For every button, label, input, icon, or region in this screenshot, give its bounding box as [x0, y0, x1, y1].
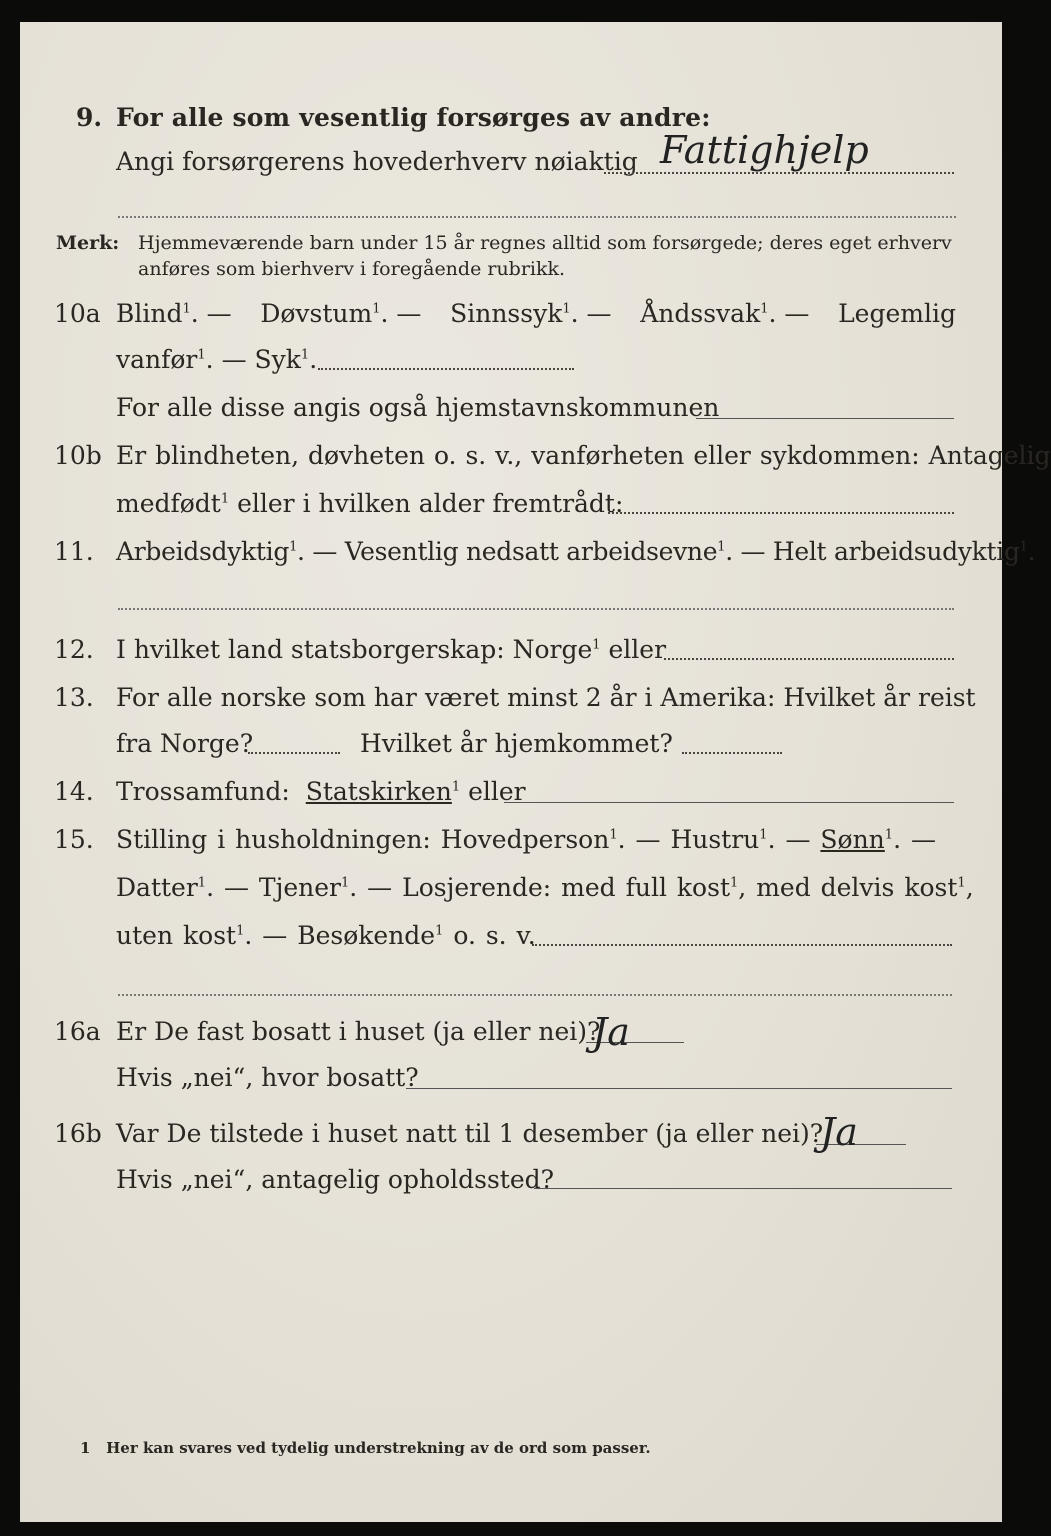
q10a-item-legemlig: Legemlig — [838, 299, 956, 328]
merk-label: Merk: — [56, 232, 120, 254]
q16b-answer-handwritten: Ja — [820, 1110, 858, 1154]
q16b-line1: Var De tilstede i huset natt til 1 desember (ja eller nei)? — [116, 1119, 824, 1148]
q10a-number: 10a — [54, 299, 101, 328]
q10a-item-sinnssyk: Sinnssyk$^1$. — — [450, 299, 612, 328]
q15-line3: uten kost$^1$. — Besøkende$^1$ o. s. v. — [116, 921, 536, 950]
q11-answer-line — [118, 608, 954, 610]
q16a-number: 16a — [54, 1017, 101, 1046]
q9-answer-line — [604, 172, 954, 174]
q12-answer-line — [664, 658, 954, 660]
q9-number: 9. — [76, 103, 103, 132]
q10a-hjemstavn-line — [696, 418, 954, 419]
q14-statskirken-underlined: Statskirken — [305, 777, 452, 806]
q9-label: Angi forsørgerens hovederhverv nøiaktig — [116, 147, 638, 176]
q15-line2: Datter$^1$. — Tjener$^1$. — Losjerende: med full kost$^1$, med delvis kost$^1$, — [116, 873, 974, 902]
merk-line1: Hjemmeværende barn under 15 år regnes alltid som forsørgede; deres eget erhverv — [138, 232, 952, 254]
q16b-line2: Hvis „nei“, antagelig opholdssted? — [116, 1165, 555, 1194]
q16a-answer-handwritten: Ja — [592, 1010, 630, 1054]
q16a-line2: Hvis „nei“, hvor bosatt? — [116, 1063, 419, 1092]
q14-answer-line — [504, 802, 954, 803]
q15-extra-line — [118, 994, 952, 996]
q14-number: 14. — [54, 777, 94, 806]
q10a-line1 — [116, 298, 956, 330]
q15-number: 15. — [54, 825, 94, 854]
q13-hjemkommet-line — [682, 752, 782, 754]
separator-rule — [118, 216, 956, 218]
q13-number: 13. — [54, 683, 94, 712]
q15-sonn-underlined: Sønn — [820, 825, 885, 854]
q14-line: Trossamfund: Statskirken$^1$ eller — [116, 777, 526, 806]
q10a-item-dovstum: Døvstum$^1$. — — [260, 299, 422, 328]
q10b-line2: medfødt$^1$ eller i hvilken alder fremtrådt: — [116, 489, 624, 518]
q9-answer-handwritten: Fattighjelp — [660, 128, 869, 172]
merk-line2: anføres som bierhverv i foregående rubrikk. — [138, 258, 566, 280]
q11-line: Arbeidsdyktig$^1$. — Vesentlig nedsatt arbeidsevne$^1$. — Helt arbeidsudyktig$^1$. — [116, 537, 1036, 566]
q10b-answer-line — [608, 512, 954, 514]
q10b-number: 10b — [54, 441, 102, 470]
q13-line1: For alle norske som har været minst 2 år i Amerika: Hvilket år reist — [116, 683, 976, 712]
q16b-number: 16b — [54, 1119, 102, 1148]
q13-reist-line — [248, 752, 340, 754]
q13-line2b: Hvilket år hjemkommet? — [360, 729, 673, 758]
q10b-line1: Er blindheten, døvheten o. s. v., vanførheten eller sykdommen: Antagelig — [116, 441, 1051, 470]
q11-number: 11. — [54, 537, 94, 566]
q16b-opholdssted-line — [534, 1188, 952, 1189]
q10a-line2: vanfør$^1$. — Syk$^1$. — [116, 345, 318, 374]
q15-line1: Stilling i husholdningen: Hovedperson$^1$. — Hustru$^1$. — Sønn$^1$. — — [116, 825, 936, 854]
q10a-syk-line — [318, 368, 574, 370]
form-page — [20, 22, 1051, 1522]
q9-title: For alle som vesentlig forsørges av andre: — [116, 103, 711, 132]
q12-number: 12. — [54, 635, 94, 664]
q12-line: I hvilket land statsborgerskap: Norge$^1$ eller — [116, 635, 667, 664]
footnote: 1 Her kan svares ved tydelig understrekning av de ord som passer. — [80, 1439, 651, 1457]
q10a-item-andssvak: Åndssvak$^1$. — — [640, 299, 810, 328]
q13-line2a: fra Norge? — [116, 729, 254, 758]
q15-answer-line — [532, 944, 952, 946]
q16a-line1: Er De fast bosatt i huset (ja eller nei)? — [116, 1017, 601, 1046]
q10a-item-blind: Blind$^1$. — — [116, 299, 232, 328]
q10a-line3: For alle disse angis også hjemstavnskommunen — [116, 393, 720, 422]
q16a-bosatt-line — [406, 1088, 952, 1089]
